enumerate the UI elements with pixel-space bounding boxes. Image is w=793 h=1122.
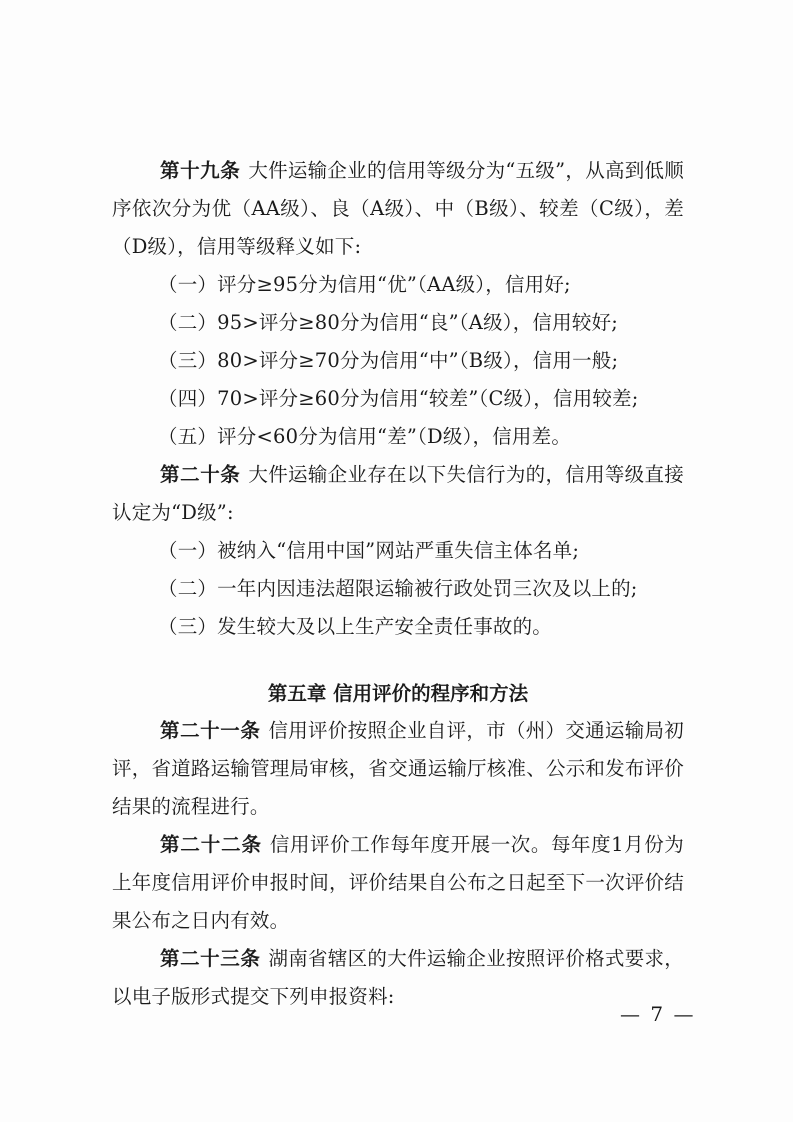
article-19-paragraph [112, 152, 684, 266]
article-20-item-1: （一）被纳入“信用中国”网站严重失信主体名单; [158, 539, 580, 562]
article-19-item-1: （一）评分≥95分为信用“优”（AA级），信用好; [158, 273, 571, 296]
article-20-item-3: （三）发生较大及以上生产安全责任事故的。 [158, 615, 553, 638]
page-number: — 7 — [620, 1002, 696, 1026]
article-20-item-2: （二）一年内因违法超限运输被行政处罚三次及以上的; [158, 577, 638, 600]
article-21-text: 信用评价按照企业自评，市（州）交通运输局初评，省道路运输管理局审核，省交通运输厅核准、公示和发布评价结果的流程进行。 [112, 719, 684, 818]
article-22-paragraph [112, 826, 684, 940]
article-19-text: 大件运输企业的信用等级分为“五级”，从高到低顺序依次分为优（AA级）、良（A级）、中（B级）、较差（C级），差（D级），信用等级释义如下: [112, 159, 684, 258]
article-23-paragraph [112, 940, 684, 1016]
article-19-heading: 第十九条 [160, 159, 241, 182]
article-23-text: 湖南省辖区的大件运输企业按照评价格式要求，以电子版形式提交下列申报资料: [112, 947, 684, 1008]
article-20-heading: 第二十条 [160, 463, 241, 486]
article-21-heading: 第二十一条 [160, 719, 261, 742]
article-22-heading: 第二十二条 [160, 833, 262, 856]
article-19-item-2: （二）95>评分≥80分为信用“良”（A级），信用较好; [158, 311, 618, 334]
article-19-item-4: （四）70>评分≥60分为信用“较差”（C级），信用较差; [158, 387, 639, 410]
article-19-item-3: （三）80>评分≥70分为信用“中”（B级），信用一般; [158, 349, 619, 372]
article-20-text: 大件运输企业存在以下失信行为的，信用等级直接认定为“D级”: [112, 463, 684, 524]
chapter-5-title: 第五章 信用评价的程序和方法 [267, 682, 529, 705]
document-body [112, 152, 684, 1016]
article-20-paragraph [112, 456, 684, 532]
article-21-paragraph [112, 712, 684, 826]
article-23-heading: 第二十三条 [160, 947, 261, 970]
article-22-text: 信用评价工作每年度开展一次。每年度1月份为上年度信用评价申报时间，评价结果自公布之日起至下一次评价结果公布之日内有效。 [112, 833, 684, 932]
article-19-item-5: （五）评分<60分为信用“差”（D级），信用差。 [158, 425, 572, 448]
